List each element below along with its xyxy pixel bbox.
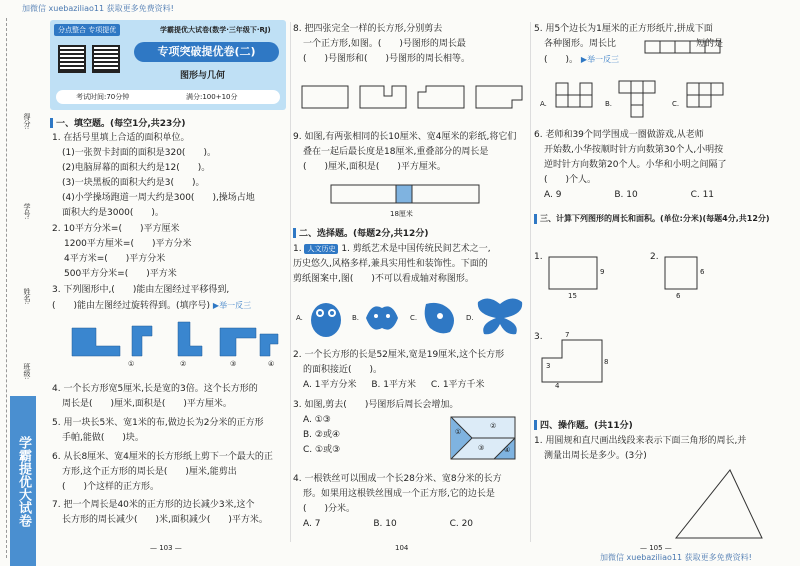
left-margin	[0, 18, 44, 558]
question-2: 2. 10平方分米=( )平方厘米 1200平方厘米=( )平方分米 4平方米=( )平方分米 500平方分米=( )平方米	[52, 224, 192, 279]
c4-option-a[interactable]: A. 7	[303, 519, 321, 529]
tag-culture: 人文历史	[304, 244, 338, 254]
choice-5: 5. 用5个边长为1厘米的正方形纸片,拼成下面 各种图形。周长比 短的是 ( )。 ▶举一反三	[534, 24, 724, 65]
butterfly-papercut	[476, 296, 524, 338]
q8-rect-4	[476, 86, 522, 108]
question-4: 4. 一个长方形宽5厘米,长是宽的3倍。这个长方形的 周长是( )厘米,面积是( )平方厘米。	[52, 384, 258, 409]
column-divider	[530, 22, 531, 542]
c3-option-b[interactable]: B. ②或④	[303, 430, 341, 440]
fig1-rect	[548, 256, 608, 296]
column-divider	[290, 22, 291, 542]
c3-option-c[interactable]: C. ①或③	[303, 445, 341, 455]
header-banner	[50, 20, 286, 110]
spine-title: 学霸提优大试卷	[10, 396, 36, 566]
operation-1: 1. 用圆规和直尺画出线段来表示下面三角形的周长,并 测量出周长是多少。(3分)	[534, 436, 747, 461]
exam-subtitle: 图形与几何	[180, 71, 226, 81]
c6-option-a[interactable]: A. 9	[544, 190, 562, 200]
c2-option-a[interactable]: A. 1平方分米	[303, 380, 357, 390]
page-number-105: — 105 —	[640, 544, 672, 552]
header-series: 学霸提优大试卷(数学·三年级下·RJ)	[160, 26, 271, 34]
c2-option-c[interactable]: C. 1平方千米	[430, 380, 485, 390]
question-5: 5. 用一块长5米、宽1米的布,做边长为2分米的正方形 手帕,能做( )块。	[52, 418, 264, 443]
fig3-bottom: 4	[555, 382, 560, 390]
shape-label-1: ①	[128, 360, 135, 368]
fig1-number: 1.	[534, 252, 543, 262]
option-d-label[interactable]: D.	[466, 314, 474, 322]
field-score: 得分:	[23, 113, 31, 130]
question-8: 8. 把四张完全一样的长方形,分别剪去 一个正方形,如图。( )号图形的周长最 ( )号图形和( )号图形的周长相等。	[293, 24, 471, 64]
question-3: 3. 下列图形中,( )能由左图经过平移得到, ( )能由左图经过旋转得到。(填序号) ▶举一反三	[52, 285, 252, 311]
fish-papercut	[362, 298, 402, 338]
q8-rect-2	[360, 86, 406, 108]
c3-label-1: ①	[455, 428, 462, 436]
fig3-left: 3	[546, 362, 551, 370]
c5-shape-a	[555, 82, 595, 116]
option-c-label[interactable]: C.	[410, 314, 418, 322]
exam-score: 满分:100+10分	[186, 93, 238, 101]
c4-option-c[interactable]: C. 20	[449, 519, 474, 529]
fig3-right: 8	[604, 358, 609, 366]
fig2-square	[664, 256, 704, 296]
q9-figure	[330, 183, 480, 207]
fig2-height: 6	[700, 268, 705, 276]
shape-label-4: ④	[268, 360, 275, 368]
owl-papercut	[308, 298, 344, 338]
shape-2	[178, 322, 202, 356]
section-heading-4: 四、操作题。(共11分)	[534, 418, 633, 431]
shape-original	[72, 328, 120, 356]
watermark-top: 加微信 xuebaziliao11 获取更多免费资料!	[22, 4, 174, 13]
c6-option-c[interactable]: C. 11	[690, 190, 715, 200]
c5-option-c[interactable]: C.	[672, 100, 680, 108]
section-heading-3: 三、计算下列图形的周长和面积。(单位:分米)(每题4分,共12分)	[534, 213, 770, 224]
section-heading-2: 二、选择题。(每题2分,共12分)	[293, 226, 428, 239]
c3-option-a[interactable]: A. ①③	[303, 415, 331, 425]
question-6: 6. 从长8厘米、宽4厘米的长方形纸上剪下一个最大的正 方形,这个正方形的周长是( )厘米,能剪出 ( )个这样的正方形。	[52, 452, 273, 492]
fig2-width: 6	[676, 292, 681, 300]
variant-link-2[interactable]: ▶举一反三	[580, 55, 620, 64]
fig3-lshape	[540, 338, 610, 386]
c3-label-3: ③	[478, 444, 485, 452]
question-9: 9. 如图,有两张相同的长10厘米、宽4厘米的彩纸,将它们 叠在一起后最长度是18厘米,重叠部分的周长是 ( )厘米,面积是( )平方厘米。	[293, 132, 517, 172]
dragon-papercut	[420, 298, 460, 338]
triangle-figure	[670, 466, 770, 544]
fig1-width: 15	[568, 292, 577, 300]
shape-4	[260, 334, 278, 356]
header-badge: 分点整合 专项提优	[54, 24, 120, 36]
q8-figures	[300, 78, 524, 118]
c5-option-b[interactable]: B.	[605, 100, 613, 108]
q8-rect-3	[418, 86, 464, 108]
c5-shape-c	[686, 82, 726, 116]
fig3-number: 3.	[534, 332, 543, 342]
qr-code-2	[92, 45, 120, 73]
watermark-bottom: 加微信 xuebaziliao11 获取更多免费资料!	[600, 553, 752, 562]
choice-3: 3. 如图,剪去( )号图形后周长会增加。 A. ①③ B. ②或④ C. ①或③	[293, 398, 458, 458]
c5-shape-b	[618, 80, 658, 120]
field-name: 姓名:	[23, 288, 31, 305]
exam-time: 考试时间:70分钟	[76, 93, 130, 101]
c3-label-4: ④	[504, 446, 511, 454]
field-student-no: 学号:	[23, 203, 31, 220]
fig1-height: 9	[600, 268, 605, 276]
question-7: 7. 把一个周长是40米的正方形的边长减少3米,这个 长方形的周长减少( )米,面积减少( )平方米。	[52, 500, 268, 525]
q9-length-label: 18厘米	[390, 210, 413, 218]
exam-info-bar	[56, 90, 280, 104]
question-1: 1. 在括号里填上合适的面积单位。 (1)一张贺卡封面的面积是320( )。 (2)电脑屏幕的面积大约是12( )。 (3)一块黑板的面积大约是3( )。 (4)小学操场跑道一周大约是300( ),操场占地 面积大约是3000( )。	[52, 133, 255, 218]
shape-3	[220, 328, 256, 356]
option-b-label[interactable]: B.	[352, 314, 360, 322]
shape-label-3: ③	[230, 360, 237, 368]
c5-option-a[interactable]: A.	[540, 100, 547, 108]
q3-shapes	[70, 316, 280, 374]
fig3-top: 7	[565, 331, 570, 339]
shape-label-2: ②	[180, 360, 187, 368]
q8-rect-1	[302, 86, 348, 108]
choice-4: 4. 一根铁丝可以围成一个长28分米、宽8分米的长方 形。如果用这根铁丝围成一个正方形,它的边长是 ( )分米。 A. 7 B. 10 C. 20	[293, 474, 502, 529]
field-class: 班级:	[23, 363, 31, 380]
c2-option-b[interactable]: B. 1平方米	[371, 380, 416, 390]
choice-1: 1. 人文历史 1. 剪纸艺术是中国传统民间艺术之一, 历史悠久,风格多样,兼具实用性和装饰性。下面的 剪纸图案中,图( )不可以看成轴对称图形。	[293, 244, 491, 284]
option-a-label[interactable]: A.	[296, 314, 303, 322]
shape-1	[132, 326, 152, 356]
exam-title: 专项突破提优卷(二)	[134, 42, 279, 62]
page-number-103: — 103 —	[150, 544, 182, 552]
choice-2: 2. 一个长方形的长是52厘米,宽是19厘米,这个长方形 的面积接近( )。 A. 1平方分米 B. 1平方米 C. 1平方千米	[293, 350, 505, 390]
qr-code-1	[58, 45, 86, 73]
c6-option-b[interactable]: B. 10	[614, 190, 638, 200]
variant-link[interactable]: ▶举一反三	[212, 301, 252, 310]
section-heading-1: 一、填空题。(每空1分,共23分)	[50, 116, 185, 129]
c4-option-b[interactable]: B. 10	[373, 519, 397, 529]
choice-6: 6. 老师和39个同学围成一圈做游戏,从老师 开始数,小华按顺时针方向数第30个人,小明按 逆时针方向数第20个人。小华和小明之间隔了 ( )个人。 A. 9 B. 10 C. 11	[534, 130, 727, 200]
page-number-104: 104	[395, 544, 409, 552]
cut-line	[6, 18, 8, 558]
c5-strip	[644, 40, 724, 54]
fig2-number: 2.	[650, 252, 659, 262]
c3-label-2: ②	[490, 422, 497, 430]
papercut-row	[296, 296, 526, 340]
